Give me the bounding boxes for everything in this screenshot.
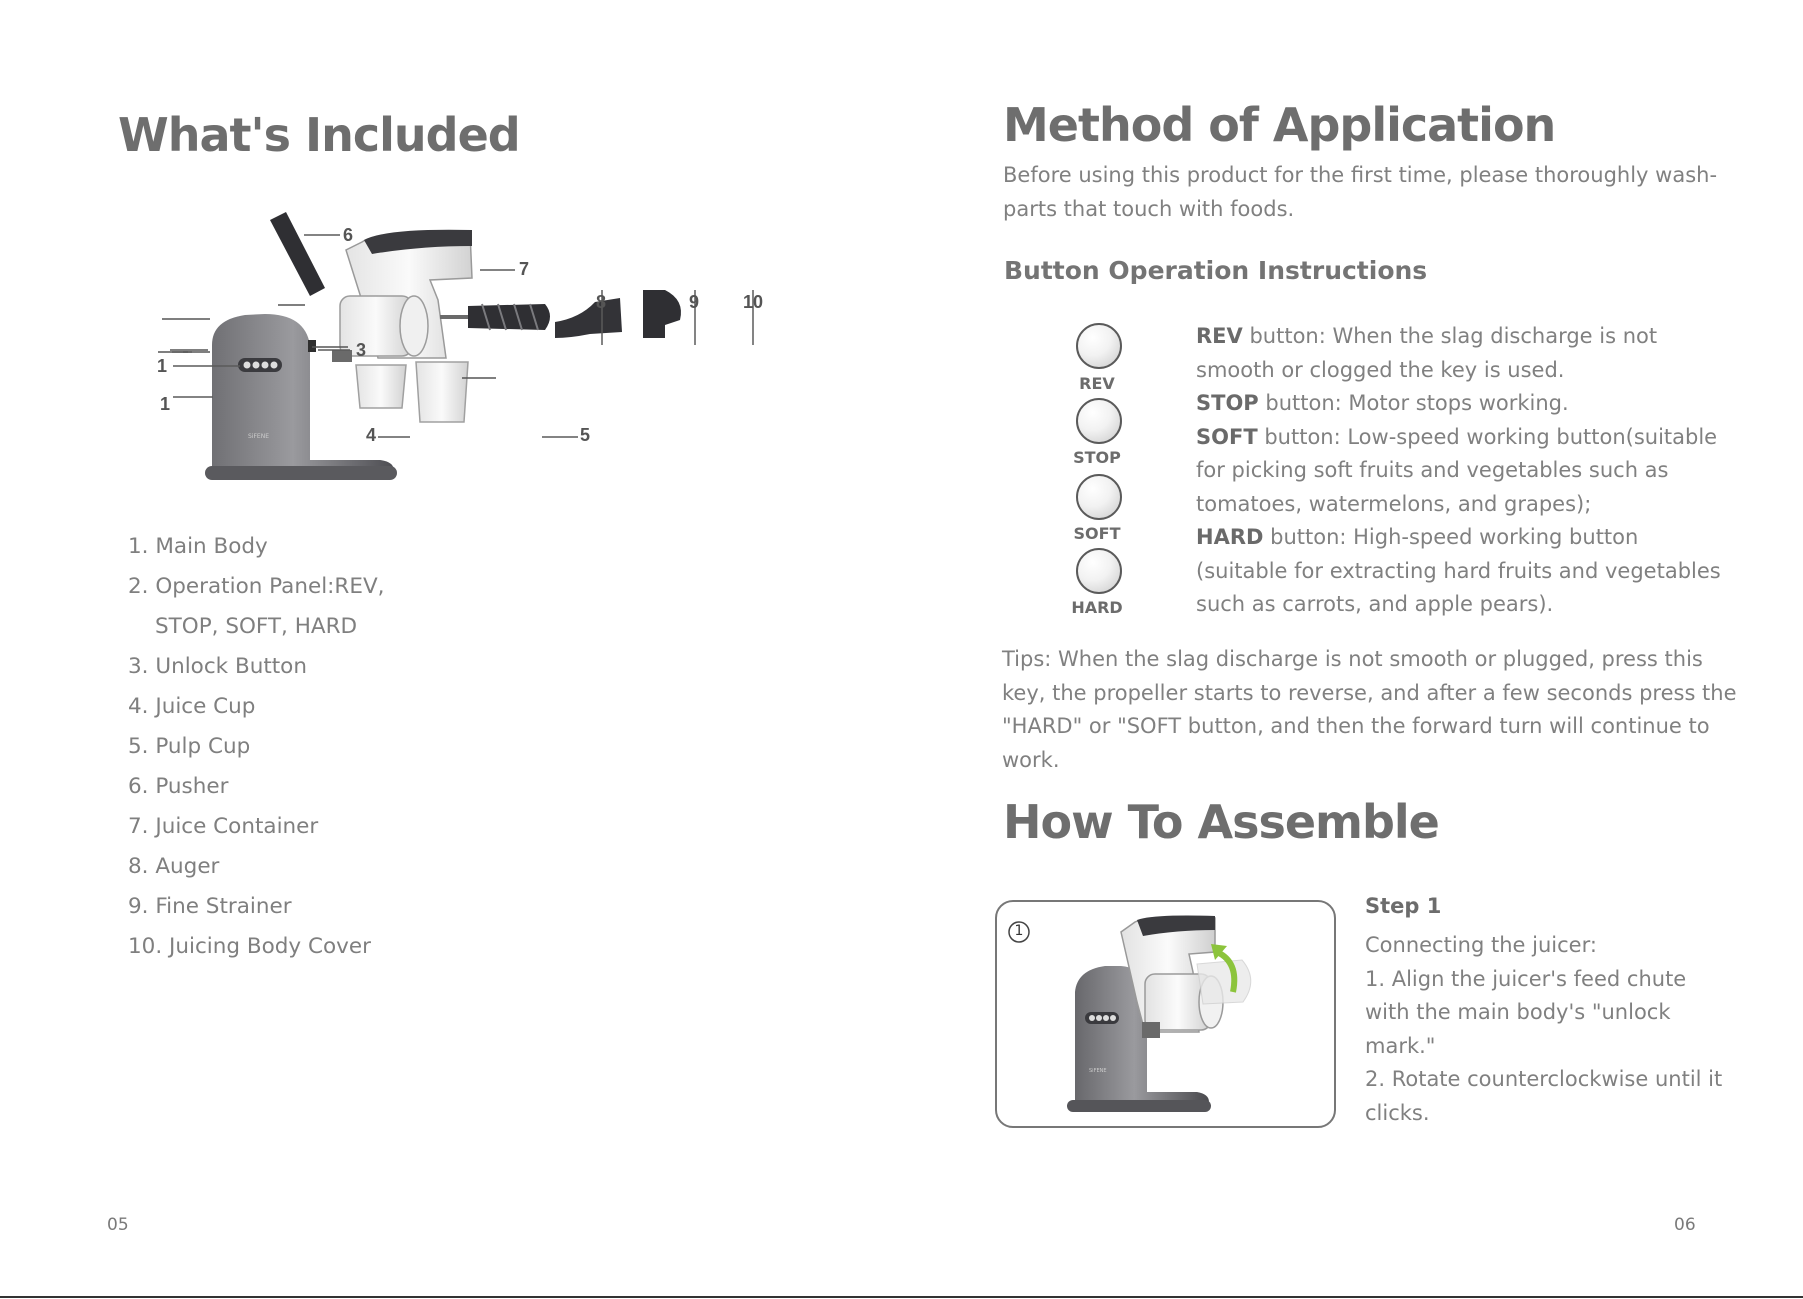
bottom-rule: [0, 1296, 1803, 1298]
included-items-list: [128, 527, 385, 967]
body-brand-mark: SiFENE: [248, 433, 269, 440]
step-1-text: Connecting the juicer: 1. Align the juicer's feed chute with the main body's "unlock mark." 2. Rotate counterclockwise until it clicks.: [1365, 933, 1723, 1125]
callout-9: 9: [689, 292, 700, 312]
list-item: 10. Juicing Body Cover: [128, 934, 371, 959]
callout-5: 5: [580, 425, 591, 445]
list-item: STOP, SOFT, HARD: [155, 614, 358, 639]
step-1-illustration: [997, 902, 1334, 1126]
callout-4: 4: [366, 425, 377, 445]
soft-button-illustration: [1076, 474, 1122, 520]
callout-10: 10: [743, 292, 764, 312]
rev-label: REV: [1079, 374, 1115, 393]
step-1-image-box: [995, 900, 1336, 1128]
step-badge-number: 1: [1014, 923, 1024, 939]
tips-text: Tips: When the slag discharge is not smooth or plugged, press this key, the propeller starts to reverse, and after a few seconds press the "HARD" or "SOFT button, and then the forward turn will continue to work.: [1002, 647, 1737, 772]
button-instructions: REV button: When the slag discharge is not smooth or clogged the key is used. STOP button: Motor stops working. SOFT button: Low-speed working button(suitable for picking soft fruits and vegetables such as tomatoes, watermelons, and grapes); HARD button: High-speed working button (suitable for extracting hard fruits and vegetables such as carrots, and apple pears).: [1196, 324, 1721, 616]
list-item: 6. Pusher: [128, 774, 229, 799]
hard-button-illustration: [1076, 548, 1122, 594]
callout-7: 7: [519, 259, 530, 279]
stop-label: STOP: [1073, 448, 1121, 467]
list-item: 9. Fine Strainer: [128, 894, 292, 919]
callout-3: 3: [356, 340, 367, 360]
left-page-number: 05: [107, 1215, 129, 1235]
step-1-title: Step 1: [1365, 894, 1442, 918]
list-item: 8. Auger: [128, 854, 220, 879]
callout-1: 1: [157, 356, 168, 376]
callout-lines: [150, 210, 800, 500]
callout-6: 6: [343, 225, 354, 245]
button-section-title: Button Operation Instructions: [1004, 256, 1428, 285]
right-page-number: 06: [1674, 1215, 1696, 1235]
intro-text: Before using this product for the first time, please thoroughly wash- parts that touch with foods.: [1003, 163, 1718, 221]
step-body-brand-mark: SiFENE: [1089, 1068, 1107, 1074]
list-item: 5. Pulp Cup: [128, 734, 251, 759]
list-item: 3. Unlock Button: [128, 654, 307, 679]
list-item: 1. Main Body: [128, 534, 268, 559]
soft-label: SOFT: [1073, 524, 1121, 543]
list-item: 2. Operation Panel:REV,: [128, 574, 385, 599]
callout-1-label: 1: [160, 394, 171, 414]
rev-button-illustration: [1076, 323, 1122, 369]
hard-label: HARD: [1071, 598, 1123, 617]
callout-8: 8: [596, 292, 607, 312]
stop-button-illustration: [1076, 398, 1122, 444]
method-title: Method of Application: [1003, 98, 1556, 152]
assemble-title: How To Assemble: [1003, 795, 1439, 849]
list-item: 4. Juice Cup: [128, 694, 256, 719]
list-item: 7. Juice Container: [128, 814, 319, 839]
left-page-title: What's Included: [118, 108, 520, 162]
